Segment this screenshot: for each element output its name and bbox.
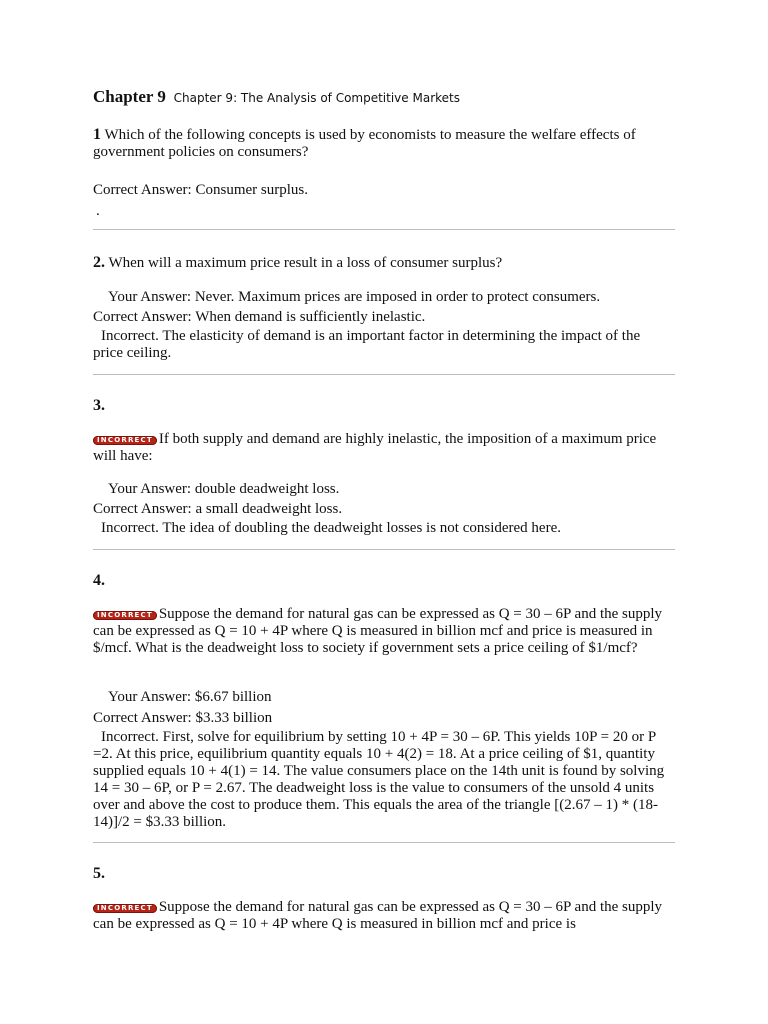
chapter-heading [93,88,460,107]
question-3-text-block [93,431,673,465]
question-4-correct-answer: Correct Answer: $3.33 billion [93,710,273,726]
question-5-number: 5. [93,865,105,882]
question-3-correct-answer: Correct Answer: a small deadweight loss. [93,501,343,517]
question-5-text-block [93,899,673,933]
question-3-text: If both supply and demand are highly inelastic, the imposition of a maximum price will have: [93,431,657,464]
question-4-number: 4. [93,572,105,589]
question-4-feedback: Incorrect. First, solve for equilibrium by setting 10 + 4P = 30 – 6P. This yields 10P = 20 or P =2. At this price, equilibrium quantity equals 10 + 4(2) = 18. At a price ceiling of $1, quantity supplied equals 10 + 4(1) = 14. The value consumers place on the 14th unit is found by solving 14 = 30 – 6P, or P = 2.67. The deadweight loss is the value to consumers of the unsold 4 units over and above the cost to produce them. This equals the area of the triangle [(2.67 – 1) * (18-14)]/2 = $3.33 billion. [93,729,665,830]
question-4-your-answer: Your Answer: $6.67 billion [108,689,272,705]
question-2-text-block [93,254,673,272]
chapter-label: Chapter 9 [93,87,166,106]
question-1-number: 1 [93,126,101,143]
question-2-feedback: Incorrect. The elasticity of demand is an important factor in determining the impact of the price ceiling. [93,328,641,361]
question-2-text: When will a maximum price result in a loss of consumer surplus? [108,255,503,271]
incorrect-badge: INCORRECT [93,904,157,913]
question-2-your-answer: Your Answer: Never. Maximum prices are imposed in order to protect consumers. [108,289,601,305]
question-4-text: Suppose the demand for natural gas can be expressed as Q = 30 – 6P and the supply can be expressed as Q = 10 + 4P where Q is measured in billion mcf and price is measured in $/mcf. What is the deadweight loss to society if government sets a price ceiling of $1/mcf? [93,606,663,656]
question-1-text: Which of the following concepts is used by economists to measure the welfare effects of government policies on consumers? [93,127,636,160]
question-5-text: Suppose the demand for natural gas can be expressed as Q = 30 – 6P and the supply can be expressed as Q = 10 + 4P where Q is measured in billion mcf and price is [93,899,663,932]
question-1-dot: . [96,203,100,219]
question-4-text-block [93,606,673,657]
question-2-number: 2. [93,254,105,271]
divider [93,842,675,843]
question-1-text-block [93,126,673,161]
question-3-your-answer: Your Answer: double deadweight loss. [108,481,340,497]
question-3-number: 3. [93,397,105,414]
incorrect-badge: INCORRECT [93,436,157,445]
divider [93,549,675,550]
chapter-title: Chapter 9: The Analysis of Competitive Markets [173,91,460,105]
question-2-correct-answer: Correct Answer: When demand is sufficiently inelastic. [93,309,426,325]
divider [93,229,675,230]
question-1-correct-answer: Correct Answer: Consumer surplus. [93,182,308,198]
incorrect-badge: INCORRECT [93,611,157,620]
divider [93,374,675,375]
question-3-feedback: Incorrect. The idea of doubling the deadweight losses is not considered here. [101,520,561,536]
